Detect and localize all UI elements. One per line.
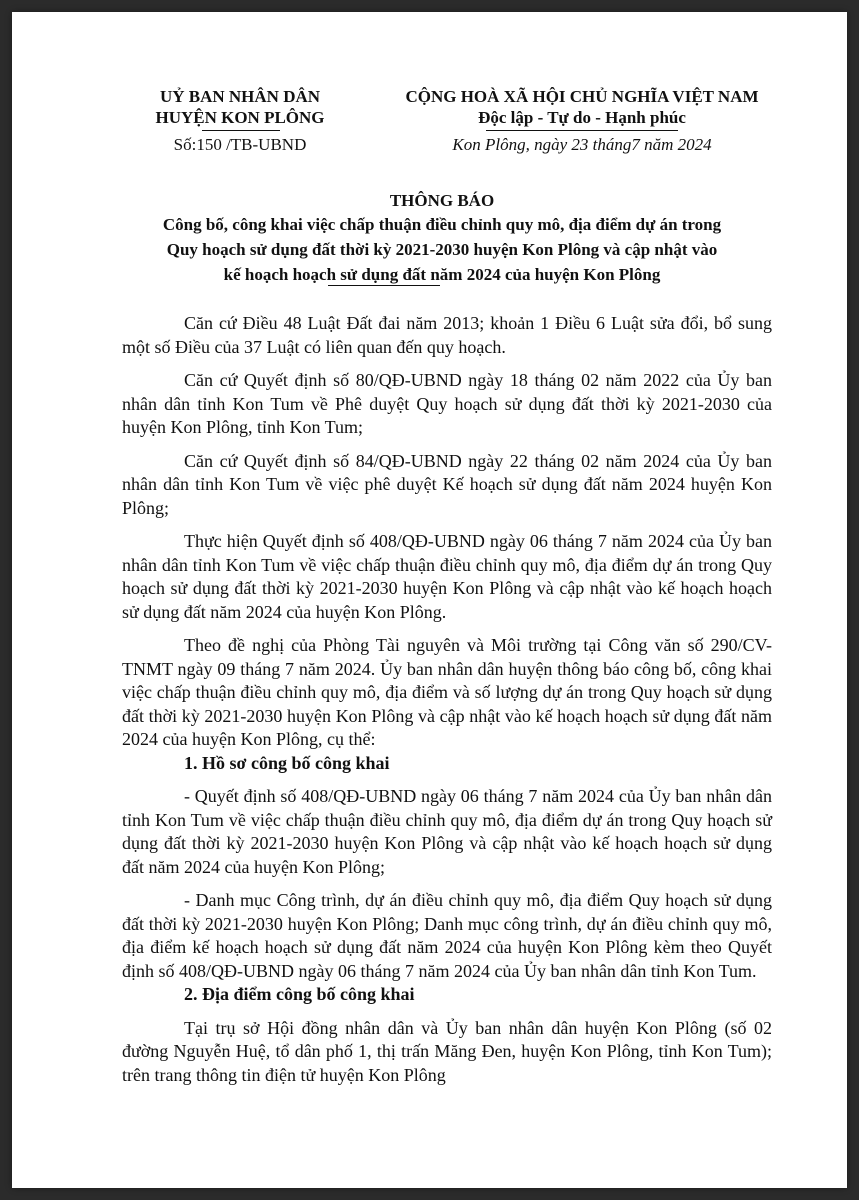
paragraph-legal-basis-3: Căn cứ Quyết định số 84/QĐ-UBND ngày 22 tháng 02 năm 2024 của Ủy ban nhân dân tỉnh Kon Tum về việc phê duyệt Kế hoạch sử dụng đất năm 2024 huyện Kon Plông; <box>122 450 772 518</box>
national-motto: Độc lập - Tự do - Hạnh phúc <box>478 108 686 127</box>
section-1-item-1: - Quyết định số 408/QĐ-UBND ngày 06 tháng 7 năm 2024 của Ủy ban nhân dân tỉnh Kon Tum về việc chấp thuận điều chỉnh quy mô, địa điểm dự án trong Quy hoạch sử dụng đất thời kỳ 2021-2030 huyện Kon Plông và cập nhật vào kế hoạch hoạch sử dụng đất năm 2024 của huyện Kon Plông; <box>122 786 772 877</box>
section-2-text: Tại trụ sở Hội đồng nhân dân và Ủy ban nhân dân huyện Kon Plông (số 02 đường Nguyễn Huệ, tổ dân phố 1, thị trấn Măng Đen, huyện Kon Plông, tỉnh Kon Tum); trên trang thông tin điện tử huyện Kon Plông <box>122 1017 772 1085</box>
paragraph-implementation: Thực hiện Quyết định số 408/QĐ-UBND ngày 06 tháng 7 năm 2024 của Ủy ban nhân dân tỉnh Kon Tum về việc chấp thuận điều chỉnh quy mô, địa điểm dự án trong Quy hoạch sử dụng đất thời kỳ 2021-2030 huyện Kon Plông và cập nhật vào kế hoạch hoạch sử dụng đất năm 2024 của huyện Kon Plông. <box>122 531 772 622</box>
section-1-item-2: - Danh mục Công trình, dự án điều chỉnh quy mô, địa điểm Quy hoạch sử dụng đất thời kỳ 2021-2030 huyện Kon Plông; Danh mục công trình, dự án điều chỉnh quy mô, địa điểm kế hoạch hoạch sử dụng đất năm 2024 của huyện Kon Plông kèm theo Quyết định số 408/QĐ-UBND ngày 06 tháng 7 năm 2024 của Ủy ban nhân dân tỉnh Kon Tum. <box>122 890 772 981</box>
paragraph-legal-basis-2: Căn cứ Quyết định số 80/QĐ-UBND ngày 18 tháng 02 năm 2022 của Ủy ban nhân dân tỉnh Kon Tum về Phê duyệt Quy hoạch sử dụng đất thời kỳ 2021-2030 của huyện Kon Plông, tỉnh Kon Tum; <box>122 370 772 437</box>
agency-underline <box>202 130 280 131</box>
motto-underline <box>486 130 678 131</box>
section-2-heading: 2. Địa điểm công bố công khai <box>184 984 415 1004</box>
document-page <box>12 12 847 1188</box>
title-line-3: kế hoạch hoạch sử dụng đất năm 2024 của huyện Kon Plông <box>223 265 661 284</box>
national-title: CỘNG HOÀ XÃ HỘI CHỦ NGHĨA VIỆT NAM <box>405 87 759 106</box>
document-type: THÔNG BÁO <box>389 191 495 210</box>
title-underline <box>328 285 440 286</box>
document-date: Kon Plông, ngày 23 tháng7 năm 2024 <box>452 135 712 154</box>
section-1-heading: 1. Hồ sơ công bố công khai <box>184 752 390 773</box>
agency-name: UỶ BAN NHÂN DÂN <box>159 87 321 106</box>
paragraph-legal-basis-1: Căn cứ Điều 48 Luật Đất đai năm 2013; khoản 1 Điều 6 Luật sửa đổi, bổ sung một số Điều của 37 Luật có liên quan đến quy hoạch. <box>122 313 772 357</box>
document-number: Số:150 /TB-UBND <box>173 135 307 154</box>
agency-district: HUYỆN KON PLÔNG <box>155 108 325 127</box>
document-body <box>122 312 772 1087</box>
title-line-2: Quy hoạch sử dụng đất thời kỳ 2021-2030 huyện Kon Plông và cập nhật vào <box>166 240 718 259</box>
paragraph-proposal: Theo đề nghị của Phòng Tài nguyên và Môi trường tại Công văn số 290/CV-TNMT ngày 09 tháng 7 năm 2024. Ủy ban nhân dân huyện thông báo công bố, công khai việc chấp thuận điều chỉnh quy mô, địa điểm và số lượng dự án trong Quy hoạch sử dụng đất thời kỳ 2021-2030 huyện Kon Plông và cập nhật vào kế hoạch hoạch sử dụng đất năm 2024 của huyện Kon Plông, cụ thể: <box>122 635 772 749</box>
title-line-1: Công bố, công khai việc chấp thuận điều chỉnh quy mô, địa điểm dự án trong <box>162 215 722 234</box>
